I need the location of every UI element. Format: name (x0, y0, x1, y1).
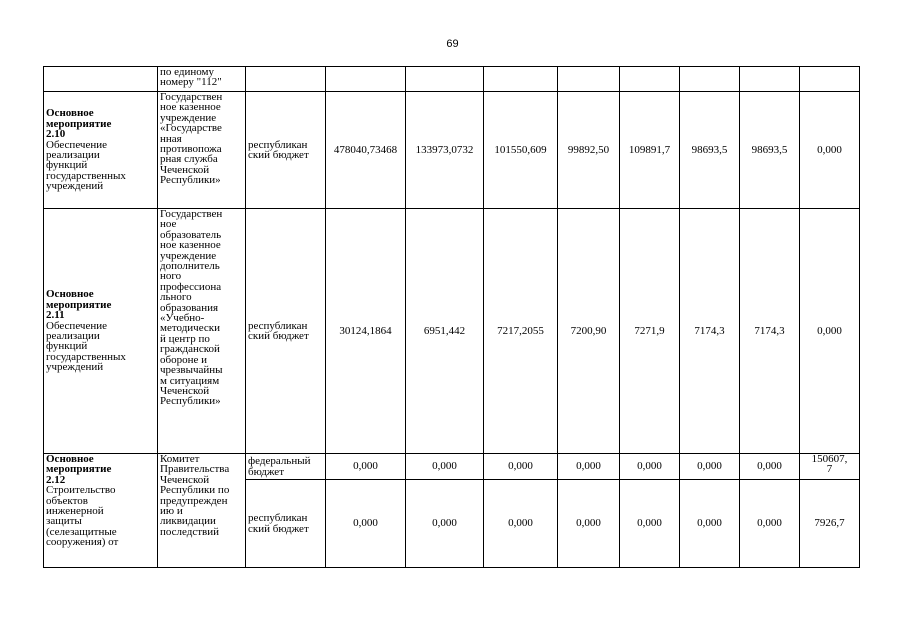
value-cell: 150607, 7 (800, 454, 860, 480)
value-cell: 98693,5 (740, 92, 800, 209)
table-row (44, 92, 860, 209)
measure-cell (44, 67, 158, 92)
page-number: 69 (446, 38, 459, 50)
value-cell (740, 67, 800, 92)
source-cell: республикан ский бюджет (246, 480, 326, 568)
table-row (44, 67, 860, 92)
value-cell: 99892,50 (558, 92, 620, 209)
value-cell: 0,000 (680, 480, 740, 568)
source-cell: республикан ский бюджет (246, 92, 326, 209)
value-cell: 0,000 (326, 480, 406, 568)
value-cell: 0,000 (620, 454, 680, 480)
executor-cell: Государствен ное казенное учреждение «Государстве нная противопожа рная служба Чеченской Республики» (158, 92, 246, 209)
value-cell: 133973,0732 (406, 92, 484, 209)
value-cell: 0,000 (800, 92, 860, 209)
value-cell (326, 67, 406, 92)
value-cell: 109891,7 (620, 92, 680, 209)
table-row (44, 454, 860, 480)
value-cell: 0,000 (484, 454, 558, 480)
value-cell: 0,000 (406, 480, 484, 568)
value-cell: 7200,90 (558, 209, 620, 454)
value-cell (484, 67, 558, 92)
value-cell: 7174,3 (740, 209, 800, 454)
value-cell (558, 67, 620, 92)
value-cell (620, 67, 680, 92)
value-cell: 0,000 (740, 454, 800, 480)
value-cell: 0,000 (406, 454, 484, 480)
value-cell: 7217,2055 (484, 209, 558, 454)
value-cell: 0,000 (558, 480, 620, 568)
value-cell: 30124,1864 (326, 209, 406, 454)
executor-cell: по единому номеру "112" (158, 67, 246, 92)
executor-cell: Комитет Правительства Чеченской Республики по предупрежден ию и ликвидации последствий (158, 454, 246, 568)
value-cell: 6951,442 (406, 209, 484, 454)
value-cell: 0,000 (680, 454, 740, 480)
value-cell: 98693,5 (680, 92, 740, 209)
value-cell: 0,000 (326, 454, 406, 480)
measure-cell: Основное мероприятие 2.12 Строительство объектов инженерной защиты (селезащитные сооружения) от (44, 454, 158, 568)
source-cell: республикан ский бюджет (246, 209, 326, 454)
value-cell: 0,000 (800, 209, 860, 454)
value-cell: 0,000 (740, 480, 800, 568)
budget-table (43, 66, 860, 568)
value-cell: 7174,3 (680, 209, 740, 454)
value-cell (406, 67, 484, 92)
value-cell: 0,000 (558, 454, 620, 480)
value-cell (680, 67, 740, 92)
value-cell: 7271,9 (620, 209, 680, 454)
executor-cell: Государствен ное образователь ное казенное учреждение дополнитель ного профессиона льного образования «Учебно- методически й центр по гражданской обороне и чрезвычайны м ситуациям Чеченской Республики» (158, 209, 246, 454)
value-cell: 101550,609 (484, 92, 558, 209)
table-row (44, 209, 860, 454)
value-cell (800, 67, 860, 92)
measure-cell: Основное мероприятие 2.11 Обеспечение реализации функций государственных учреждений (44, 209, 158, 454)
value-cell: 0,000 (484, 480, 558, 568)
value-cell: 478040,73468 (326, 92, 406, 209)
source-cell (246, 67, 326, 92)
measure-cell: Основное мероприятие 2.10 Обеспечение реализации функций государственных учреждений (44, 92, 158, 209)
value-cell: 7926,7 (800, 480, 860, 568)
value-cell: 0,000 (620, 480, 680, 568)
source-cell: федеральный бюджет (246, 454, 326, 480)
